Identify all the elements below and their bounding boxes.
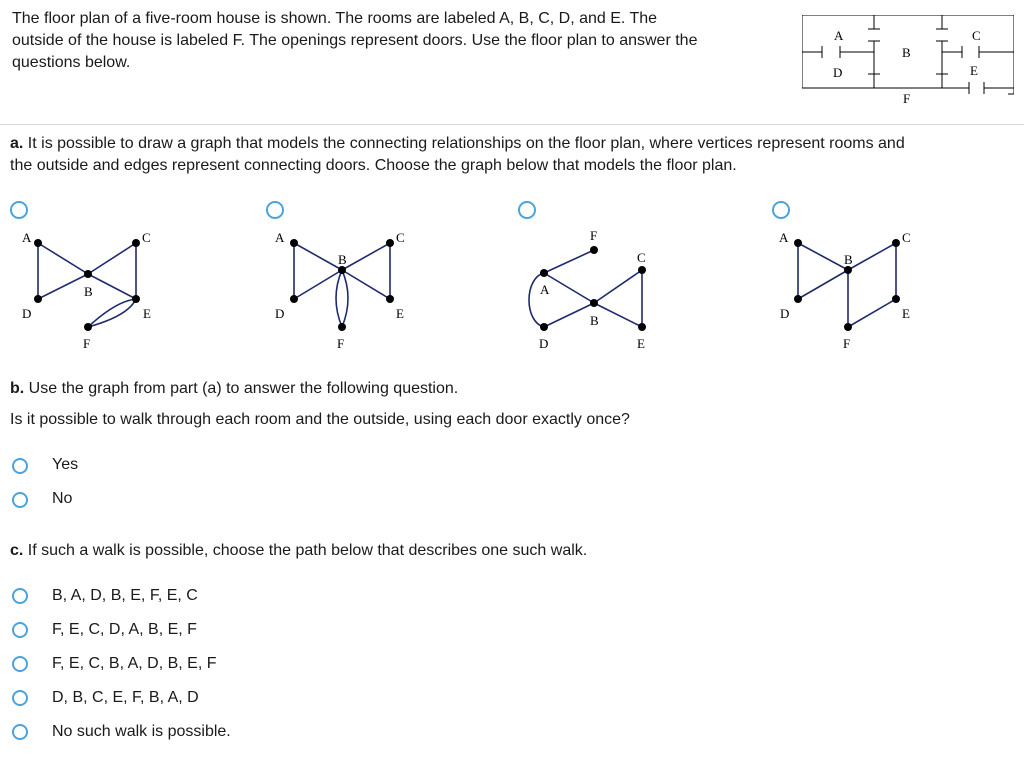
graph-vertex-label-a: A <box>540 282 550 297</box>
part-c-option-3-radio[interactable] <box>12 656 28 672</box>
graph-vertex-label-a: A <box>779 230 789 245</box>
prompt-line: outside of the house is labeled F. The openings represent doors. Use the floor plan to answer the <box>12 32 698 49</box>
graph-vertex-label-e: E <box>143 306 151 321</box>
floorplan-label-e: E <box>970 63 978 78</box>
part-b-question: Is it possible to walk through each room and the outside, using each door exactly once? <box>10 411 630 428</box>
graph-vertex-label-a: A <box>22 230 32 245</box>
graph-option-2 <box>272 226 452 356</box>
part-c-option-4-radio[interactable] <box>12 690 28 706</box>
part-c-option-1-radio[interactable] <box>12 588 28 604</box>
prompt-line: questions below. <box>12 54 131 71</box>
part-b-no-label[interactable]: No <box>52 490 73 507</box>
part-b-no-radio[interactable] <box>12 492 28 508</box>
graph-vertex-label-d: D <box>780 306 790 321</box>
graph-vertex-label-f: F <box>83 336 91 351</box>
part-a-line: the outside and edges represent connecting doors. Choose the graph below that models the floor plan. <box>10 157 737 174</box>
floor-plan-diagram <box>802 15 1014 121</box>
part-b-yes-radio[interactable] <box>12 458 28 474</box>
part-c-tag: c. <box>10 542 24 559</box>
floorplan-label-c: C <box>972 28 981 43</box>
prompt-line: The floor plan of a five-room house is shown. The rooms are labeled A, B, C, D, and E. The <box>12 10 658 27</box>
graph-vertex-label-e: E <box>396 306 404 321</box>
graph-vertex-label-b: B <box>84 284 93 299</box>
graph-vertex-label-c: C <box>142 230 151 245</box>
part-a-tag: a. <box>10 135 24 152</box>
part-c-text: If such a walk is possible, choose the path below that describes one such walk. <box>27 542 588 559</box>
graph-vertex-label-b: B <box>844 252 853 267</box>
graph-option-3 <box>510 226 690 356</box>
graph-vertex-label-f: F <box>590 228 598 243</box>
part-a-line: It is possible to draw a graph that models the connecting relationships on the floor plan, where vertices represent rooms and <box>27 135 905 152</box>
part-c-option-1-label[interactable]: B, A, D, B, E, F, E, C <box>52 587 198 604</box>
part-b-prompt <box>10 378 458 400</box>
section-divider <box>0 124 1024 125</box>
part-b-text: Use the graph from part (a) to answer the following question. <box>28 380 459 397</box>
part-a-option-1-radio[interactable] <box>10 201 28 219</box>
part-c-option-2-radio[interactable] <box>12 622 28 638</box>
part-c-option-5-radio[interactable] <box>12 724 28 740</box>
floorplan-label-b: B <box>902 45 911 60</box>
floorplan-label-a: A <box>834 28 844 43</box>
graph-option-1 <box>16 226 196 356</box>
part-b-yes-label[interactable]: Yes <box>52 456 79 473</box>
part-c-option-3-label[interactable]: F, E, C, B, A, D, B, E, F <box>52 655 217 672</box>
part-c-option-5-label[interactable]: No such walk is possible. <box>52 723 231 740</box>
part-c-option-4-label[interactable]: D, B, C, E, F, B, A, D <box>52 689 199 706</box>
graph-vertex-label-e: E <box>637 336 645 351</box>
graph-vertex-label-d: D <box>539 336 549 351</box>
graph-vertex-label-c: C <box>637 250 646 265</box>
graph-vertex-label-b: B <box>590 313 599 328</box>
floorplan-label-d: D <box>833 65 843 80</box>
graph-vertex-label-e: E <box>902 306 910 321</box>
floorplan-label-f: F <box>903 91 911 106</box>
part-c-prompt <box>10 540 587 562</box>
graph-vertex-label-a: A <box>275 230 285 245</box>
graph-vertex-label-c: C <box>902 230 911 245</box>
part-a-prompt <box>10 133 1015 177</box>
graph-vertex-label-d: D <box>275 306 285 321</box>
graph-option-4 <box>776 226 956 356</box>
part-c-option-2-label[interactable]: F, E, C, D, A, B, E, F <box>52 621 197 638</box>
graph-vertex-label-c: C <box>396 230 405 245</box>
part-a-option-4-radio[interactable] <box>772 201 790 219</box>
graph-vertex-label-f: F <box>337 336 345 351</box>
graph-vertex-label-f: F <box>843 336 851 351</box>
graph-vertex-label-d: D <box>22 306 32 321</box>
problem-prompt <box>12 8 792 74</box>
part-b-tag: b. <box>10 380 25 397</box>
part-a-option-2-radio[interactable] <box>266 201 284 219</box>
graph-vertex-label-b: B <box>338 252 347 267</box>
part-a-option-3-radio[interactable] <box>518 201 536 219</box>
